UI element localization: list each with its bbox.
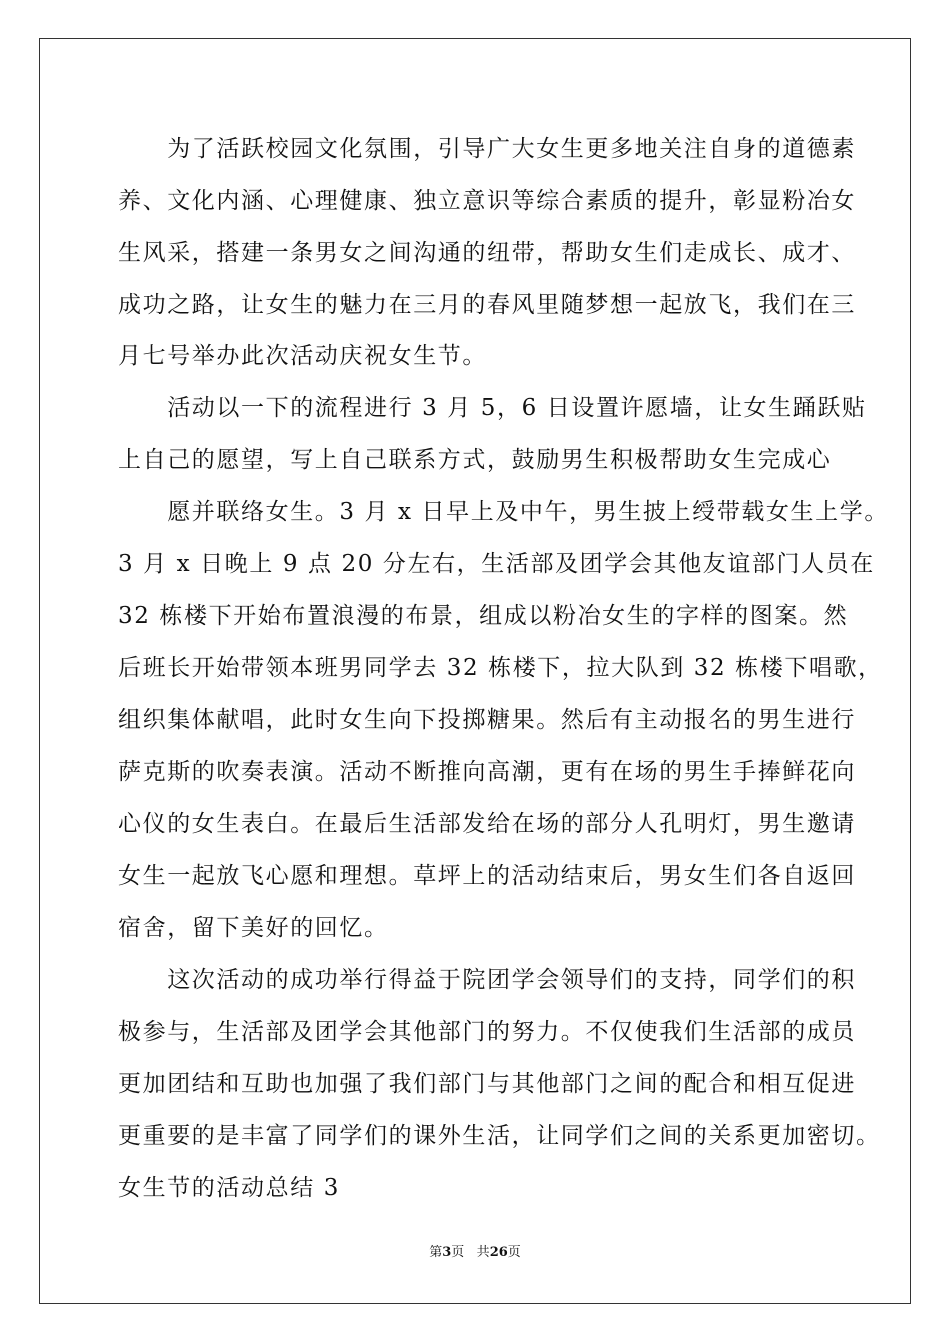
paragraph-line: 3 月 x 日晚上 9 点 20 分左右，生活部及团学会其他友谊部门人员在 [118, 551, 875, 577]
paragraph-line: 养、文化内涵、心理健康、独立意识等综合素质的提升，彰显粉冶女 [118, 188, 856, 214]
paragraph-line: 月七号举办此次活动庆祝女生节。 [118, 343, 487, 369]
paragraph-line: 极参与，生活部及团学会其他部门的努力。不仅使我们生活部的成员 [118, 1019, 856, 1045]
paragraph-line: 心仪的女生表白。在最后生活部发给在场的部分人孔明灯，男生邀请 [118, 811, 856, 837]
paragraph-line: 组织集体献唱，此时女生向下投掷糖果。然后有主动报名的男生进行 [118, 707, 856, 733]
paragraph-line: 生风采，搭建一条男女之间沟通的纽带，帮助女生们走成长、成才、 [118, 240, 856, 266]
paragraph-line: 32 栋楼下开始布置浪漫的布景，组成以粉冶女生的字样的图案。然 [118, 603, 849, 629]
paragraph-line: 活动以一下的流程进行 3 月 5，6 日设置许愿墙，让女生踊跃贴 [118, 395, 867, 421]
paragraph-line: 成功之路，让女生的魅力在三月的春风里随梦想一起放飞，我们在三 [118, 292, 856, 318]
page-number: 3 [442, 1245, 452, 1260]
paragraph-line: 萨克斯的吹奏表演。活动不断推向高潮，更有在场的男生手捧鲜花向 [118, 759, 856, 785]
paragraph-line: 宿舍，留下美好的回忆。 [118, 915, 389, 941]
page-footer [0, 1245, 950, 1261]
total-suffix: 页 [507, 1245, 521, 1260]
page-suffix: 页 [451, 1245, 465, 1260]
paragraph-line: 上自己的愿望，写上自己联系方式，鼓励男生积极帮助女生完成心 [118, 447, 832, 473]
paragraph-line: 后班长开始带领本班男同学去 32 栋楼下，拉大队到 32 栋楼下唱歌， [118, 655, 883, 681]
total-prefix: 共 [476, 1245, 490, 1260]
paragraph-line: 这次活动的成功举行得益于院团学会领导们的支持，同学们的积 [118, 967, 856, 993]
paragraph-line: 女生节的活动总结 3 [118, 1175, 340, 1201]
total-pages: 26 [489, 1245, 508, 1260]
paragraph-line: 女生一起放飞心愿和理想。草坪上的活动结束后，男女生们各自返回 [118, 863, 856, 889]
page-prefix: 第 [429, 1245, 443, 1260]
paragraph-line: 更加团结和互助也加强了我们部门与其他部门之间的配合和相互促进 [118, 1071, 856, 1097]
paragraph-line: 愿并联络女生。3 月 x 日早上及中午，男生披上绶带载女生上学。 [118, 499, 889, 525]
paragraph-line: 为了活跃校园文化氛围，引导广大女生更多地关注自身的道德素 [118, 136, 856, 162]
paragraph-line: 更重要的是丰富了同学们的课外生活，让同学们之间的关系更加密切。 [118, 1123, 881, 1149]
